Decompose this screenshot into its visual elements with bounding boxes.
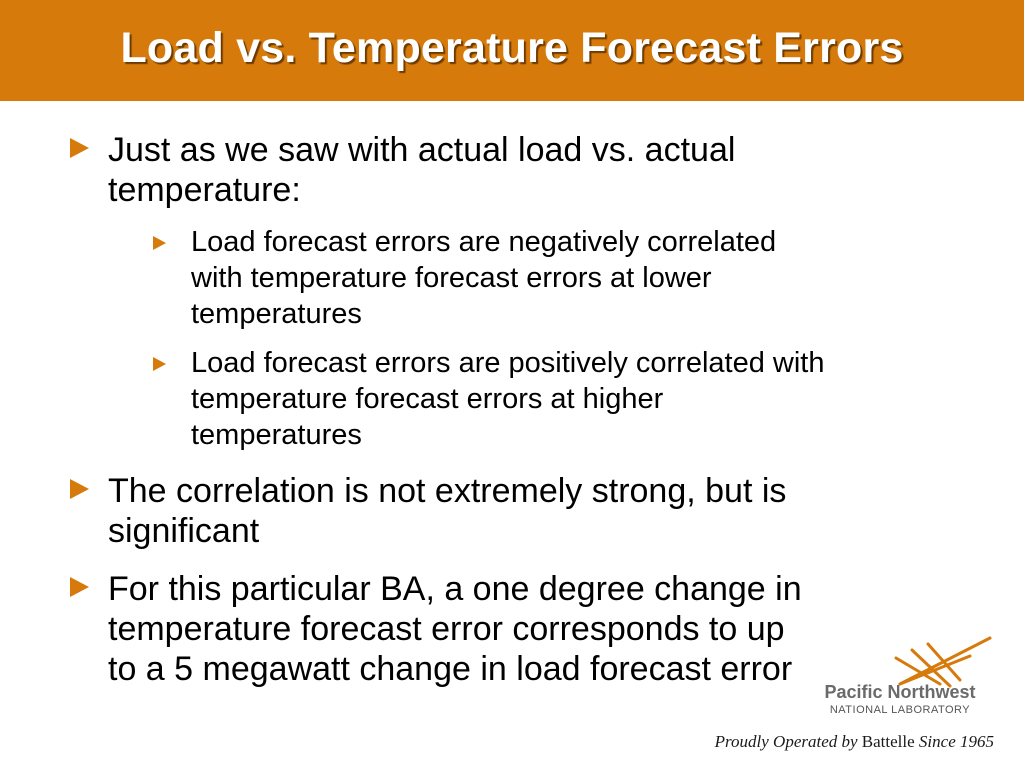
bullet-text-line: temperature: [108,171,301,209]
sub-bullet-text-line: with temperature forecast errors at lower [191,262,712,294]
bullet-item [70,471,970,551]
sub-bullet-text-line: temperature forecast errors at higher [191,383,664,415]
logo-name: Pacific Northwest [824,682,976,702]
sub-bullet-item [145,345,970,453]
bullet-text-line: Just as we saw with actual load vs. actual [108,131,736,169]
tagline-suffix: Since 1965 [914,732,994,751]
bullet-text-line: temperature forecast error corresponds to up [108,610,785,648]
triangle-right-icon [70,138,89,158]
triangle-right-icon [153,357,166,371]
sub-bullet-item [145,224,970,332]
sub-bullet-text-line: temperatures [191,419,362,451]
slide-title: Load vs. Temperature Forecast Errors [120,24,904,72]
triangle-right-icon [70,577,89,597]
sub-bullet-text-line: temperatures [191,298,362,330]
bullet-item [70,130,970,453]
title-bar [0,0,1024,101]
bullet-text-line: to a 5 megawatt change in load forecast error [108,650,793,688]
sub-bullet-text-line: Load forecast errors are positively correlated with [191,347,825,379]
pnnl-logo [800,634,1000,724]
slide-body [70,130,970,707]
bullet-text-line: significant [108,512,260,550]
triangle-right-icon [153,236,166,250]
sub-bullet-text-line: Load forecast errors are negatively correlated [191,226,777,258]
tagline-prefix: Proudly Operated by [714,732,862,751]
logo-subtitle: NATIONAL LABORATORY [829,704,971,716]
triangle-right-icon [70,479,89,499]
sub-bullet-list [108,224,970,453]
tagline-brand: Battelle [861,732,915,751]
bullet-text-line: For this particular BA, a one degree change in [108,570,802,608]
footer-tagline [715,732,994,752]
bullet-text-line: The correlation is not extremely strong, but is [108,472,787,510]
